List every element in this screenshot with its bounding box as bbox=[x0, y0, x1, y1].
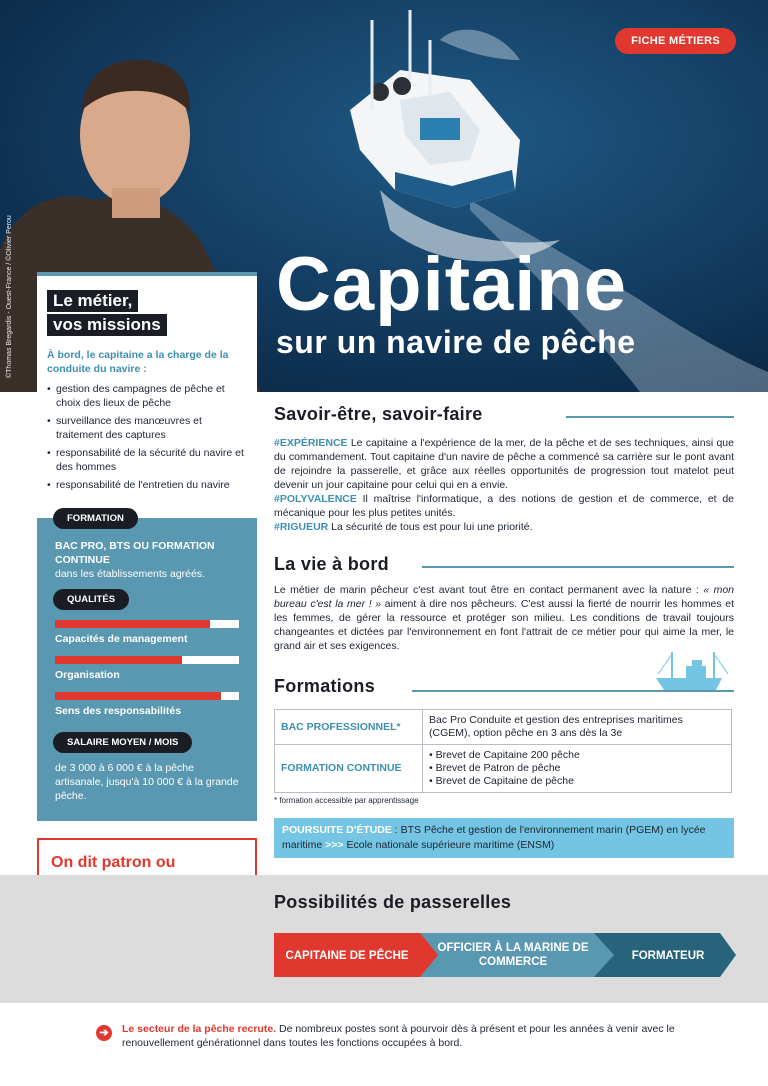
table-note: * formation accessible par apprentissage bbox=[274, 796, 419, 805]
patron-title: On dit patron ou bbox=[51, 854, 176, 871]
formations-table-wrap bbox=[274, 709, 734, 858]
quality-label: Capacités de management bbox=[55, 633, 188, 645]
quality-label: Organisation bbox=[55, 669, 120, 681]
poursuite-box bbox=[274, 818, 734, 858]
quality-bar bbox=[55, 620, 239, 628]
tag-rigueur: #RIGUEUR bbox=[274, 521, 329, 533]
savoir-p3 bbox=[274, 520, 734, 534]
poursuite-sep: : bbox=[391, 824, 401, 836]
poursuite-arrow: >>> bbox=[325, 839, 344, 851]
list-item: • responsabilité de l'entretien du navire bbox=[47, 478, 247, 492]
tag-polyvalence: #POLYVALENCE bbox=[274, 493, 357, 505]
poursuite-text-a: BTS Pêche et gestion de l'environnement marin (PGEM) en lycée maritime bbox=[282, 824, 706, 851]
savoir-p1-text: Le capitaine a l'expérience de la mer, de la pêche et de ses techniques, ainsi que du commandement. Tout capitaine d'un navire de pêche a commencé sa carrière sur le pont avant de rejoindre la passerelle, et grâce aux réelles opportunités de progression tout matelot peut devenir un jour capitaine pour celui qui en a envie. bbox=[274, 437, 734, 491]
poursuite-text-b: Ecole nationale supérieure maritime (ENSM) bbox=[343, 839, 555, 851]
passerelles-chevrons bbox=[274, 929, 738, 981]
quality-label: Sens des responsabilités bbox=[55, 705, 182, 717]
missions-title-line1: Le métier, bbox=[47, 290, 138, 312]
list-item: • surveillance des manœuvres et traitement des captures bbox=[47, 414, 247, 442]
title-sub: sur un navire de pêche bbox=[276, 324, 636, 360]
missions-box bbox=[37, 272, 257, 518]
formations-table bbox=[274, 709, 732, 793]
savoir-section bbox=[274, 404, 734, 425]
vie-body bbox=[274, 583, 734, 653]
vie-heading: La vie à bord bbox=[274, 554, 389, 574]
salaire-pill: SALAIRE MOYEN / MOIS bbox=[53, 732, 192, 753]
vie-text-a: Le métier de marin pêcheur c'est avant tout être en contact permanent avec la nature : bbox=[274, 584, 704, 596]
table-key: FORMATION CONTINUE bbox=[275, 745, 423, 793]
quality-bar bbox=[55, 692, 239, 700]
formation-text: dans les établissements agréés. bbox=[55, 568, 205, 580]
missions-list bbox=[47, 382, 247, 492]
quality-bar bbox=[55, 656, 239, 664]
title-main: Capitaine bbox=[276, 242, 628, 327]
savoir-p3-text: La sécurité de tous est pour lui une priorité. bbox=[328, 521, 533, 533]
vie-text-b: aiment à dire nos pêcheurs. C'est aussi la fierté de nourrir les hommes et les femmes, de gérer la ressource et protéger son milieu. Les conditions de travail toujours changeantes et dictées par l'environnement en font l'attrait de ce métier pour qui aime la mer, le grand air et ses exigences. bbox=[274, 598, 734, 652]
page-title bbox=[276, 242, 636, 360]
footer-rest: De nombreux postes sont à pourvoir dès à présent et pour les années à venir avec le renouvellement générationnel dans toutes les fonctions occupées à bord. bbox=[122, 1023, 675, 1049]
step-label-3: FORMATEUR bbox=[631, 950, 705, 962]
qualites-pill: QUALITÉS bbox=[53, 589, 129, 610]
passerelles-arrows bbox=[274, 929, 738, 986]
fiche-metiers-badge: FICHE MÉTIERS bbox=[615, 28, 736, 54]
table-cell bbox=[423, 745, 732, 793]
footer-bold: Le secteur de la pêche recrute. bbox=[122, 1023, 277, 1035]
missions-intro: À bord, le capitaine a la charge de la conduite du navire : bbox=[47, 349, 229, 375]
arrow-right-icon: ➔ bbox=[96, 1025, 112, 1041]
table-line: • Brevet de Patron de pêche bbox=[429, 762, 561, 774]
quality-bar-fill bbox=[55, 620, 210, 628]
footer-note bbox=[96, 1022, 736, 1050]
info-box bbox=[37, 513, 257, 821]
quality-bar-fill bbox=[55, 692, 221, 700]
table-key: BAC PROFESSIONNEL* bbox=[275, 710, 423, 745]
missions-title bbox=[47, 290, 247, 338]
list-item: • responsabilité de la sécurité du navire et des hommes bbox=[47, 446, 247, 474]
savoir-p2-text: Il maîtrise l'informatique, a des notions de gestion et de commerce, et de mécanique pour les plus petites unités. bbox=[274, 493, 734, 519]
savoir-heading: Savoir-être, savoir-faire bbox=[274, 404, 483, 424]
savoir-body bbox=[274, 436, 734, 534]
step-label-1: CAPITAINE DE PÊCHE bbox=[285, 950, 409, 962]
formations-heading: Formations bbox=[274, 676, 376, 696]
tag-experience: #EXPÉRIENCE bbox=[274, 437, 348, 449]
vie-section bbox=[274, 554, 734, 575]
table-cell: Bac Pro Conduite et gestion des entreprises maritimes (CGEM), option pêche en 3 ans dès la 3e bbox=[423, 710, 732, 745]
list-item: • gestion des campagnes de pêche et choix des lieux de pêche bbox=[47, 382, 247, 410]
table-row bbox=[275, 745, 732, 793]
table-line: • Brevet de Capitaine de pêche bbox=[429, 775, 574, 787]
table-line: • Brevet de Capitaine 200 pêche bbox=[429, 749, 580, 761]
formation-pill: FORMATION bbox=[53, 508, 138, 529]
quality-bar-fill bbox=[55, 656, 182, 664]
missions-panel bbox=[37, 272, 257, 821]
fishing-boat-icon bbox=[652, 648, 732, 694]
footer-text bbox=[122, 1022, 736, 1050]
savoir-p2 bbox=[274, 492, 734, 520]
missions-title-line2: vos missions bbox=[47, 314, 167, 336]
step-label-2: OFFICIER À LA MARINE DE COMMERCE bbox=[437, 942, 589, 968]
photo-credit: ©Thomas Bregardis - Ouest-France / ©Olivier Perou bbox=[6, 215, 13, 378]
savoir-p1 bbox=[274, 436, 734, 492]
heading-rule bbox=[422, 566, 734, 568]
formation-bold: BAC PRO, BTS OU FORMATION CONTINUE bbox=[55, 540, 215, 566]
passerelles-heading: Possibilités de passerelles bbox=[274, 892, 512, 912]
salaire-text: de 3 000 à 6 000 € à la pêche artisanale, jusqu'à 10 000 € à la grande pêche. bbox=[55, 762, 239, 802]
heading-rule bbox=[566, 416, 734, 418]
vie-quote: « mon bureau c'est la mer ! » bbox=[274, 584, 734, 610]
table-row bbox=[275, 710, 732, 745]
poursuite-label: POURSUITE D'ÉTUDE bbox=[282, 824, 392, 836]
